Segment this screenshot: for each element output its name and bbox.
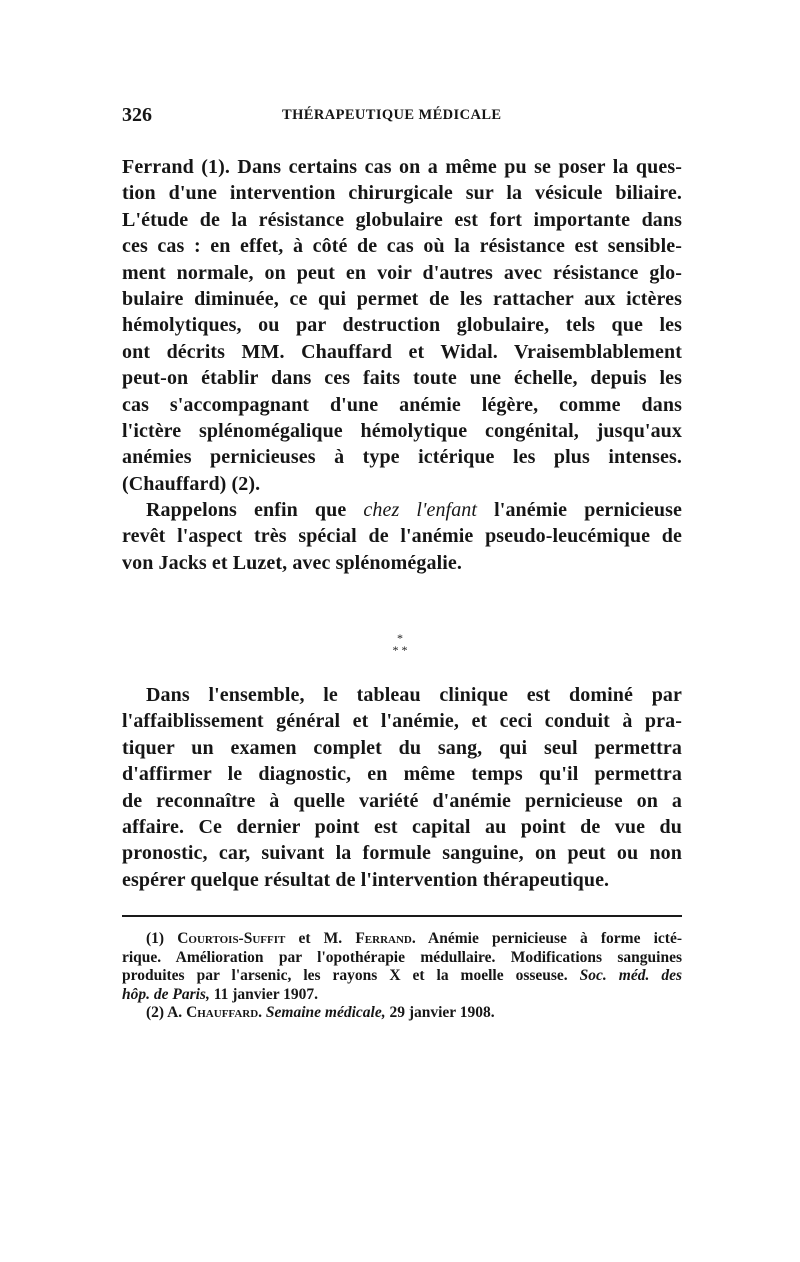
paragraph-3 (122, 682, 682, 893)
journal-title: Soc. méd. des (579, 967, 682, 985)
text-line: bulaire diminuée, ce qui permet de les rattacher aux ictères (122, 287, 682, 310)
paragraph-1 (122, 154, 682, 497)
text-line: revêt l'aspect très spécial de l'anémie pseudo-leucémique de (122, 525, 682, 548)
text-line: l'ictère splénomégalique hémolytique congénital, jusqu'aux (122, 419, 682, 442)
text-line: (Chauffard) (2). (122, 472, 261, 495)
text-line: affaire. Ce dernier point est capital au point de vue du (122, 815, 682, 838)
text-line: d'affirmer le diagnostic, en même temps qu'il permettra (122, 763, 682, 786)
running-head: THÉRAPEUTIQUE MÉDICALE (282, 107, 502, 123)
footnote-line (122, 986, 682, 1005)
text-line: ces cas : en effet, à côté de cas où la résistance est sensible- (122, 235, 682, 258)
text-line: de reconnaître à quelle variété d'anémie pernicieuse on a (122, 789, 682, 812)
main-text (122, 154, 682, 576)
text-line: ont décrits MM. Chauffard et Widal. Vraisemblablement (122, 340, 682, 363)
text-line: cas s'accompagnant d'une anémie légère, comme dans (122, 393, 682, 416)
author-name: Ferrand. (355, 930, 416, 947)
text-line: L'étude de la résistance globulaire est fort importante dans (122, 208, 682, 231)
text-fragment: produites par l'arsenic, les rayons X et la moelle osseuse. (122, 967, 568, 985)
footnote-2 (122, 1004, 682, 1023)
text-line: von Jacks et Luzet, avec splénomégalie. (122, 551, 462, 574)
journal-title: hôp. de Paris, (122, 985, 210, 1003)
text-line: peut-on établir dans ces faits toute une échelle, depuis les (122, 367, 682, 390)
footnotes (122, 930, 682, 1023)
asterisk-bottom: * * (392, 643, 408, 657)
citation-date: 11 janvier 1907. (213, 985, 319, 1003)
footnote-marker: (2) (146, 1004, 165, 1022)
author-initial: A. (167, 1004, 183, 1022)
text-line: ment normale, on peut en voir d'autres avec résistance glo- (122, 261, 682, 284)
page-header (122, 104, 682, 130)
footnote-rule (122, 915, 682, 917)
text-line: pronostic, car, suivant la formule sanguine, on peut ou non (122, 842, 682, 865)
text-line: espérer quelque résultat de l'intervention thérapeutique. (122, 868, 610, 891)
text-fragment: et M. (298, 930, 343, 947)
main-text-continued (122, 682, 682, 893)
footnote-1 (122, 930, 682, 1004)
paragraph-2 (122, 497, 682, 576)
text-fragment: l'anémie pernicieuse (494, 499, 682, 522)
text-line: Ferrand (1). Dans certains cas on a même pu se poser la ques- (122, 156, 682, 178)
page-number: 326 (122, 104, 152, 126)
author-name: Chauffard. (186, 1004, 263, 1022)
footnote-line (122, 967, 682, 986)
text-fragment: Rappelons enfin que (146, 499, 347, 522)
journal-title: Semaine médicale, (265, 1004, 386, 1022)
text-line: Dans l'ensemble, le tableau clinique est dominé par (146, 684, 682, 706)
footnote-marker: (1) (146, 930, 165, 947)
text-line: anémies pernicieuses à type ictérique les plus intenses. (122, 446, 682, 469)
author-name: Courtois-Suffit (177, 930, 286, 947)
asterisk-top: * (397, 631, 403, 645)
footnote-line (122, 930, 682, 949)
text-line: hémolytiques, ou par destruction globulaire, tels que les (122, 314, 682, 337)
footnote-line (122, 1004, 682, 1023)
italic-phrase: chez l'enfant (363, 499, 478, 522)
text-line: tion d'une intervention chirurgicale sur la vésicule biliaire. (122, 182, 682, 205)
section-separator-asterism (388, 632, 412, 656)
text-fragment: Anémie pernicieuse à forme icté- (428, 930, 683, 947)
text-line: tiquer un examen complet du sang, qui seul permettra (122, 736, 682, 759)
text-line (122, 497, 682, 523)
citation-date: 29 janvier 1908. (389, 1004, 495, 1022)
text-line: l'affaiblissement général et l'anémie, et ceci conduit à pra- (122, 710, 682, 733)
footnote-line: rique. Amélioration par l'opothérapie médullaire. Modifications sanguines (122, 948, 682, 966)
